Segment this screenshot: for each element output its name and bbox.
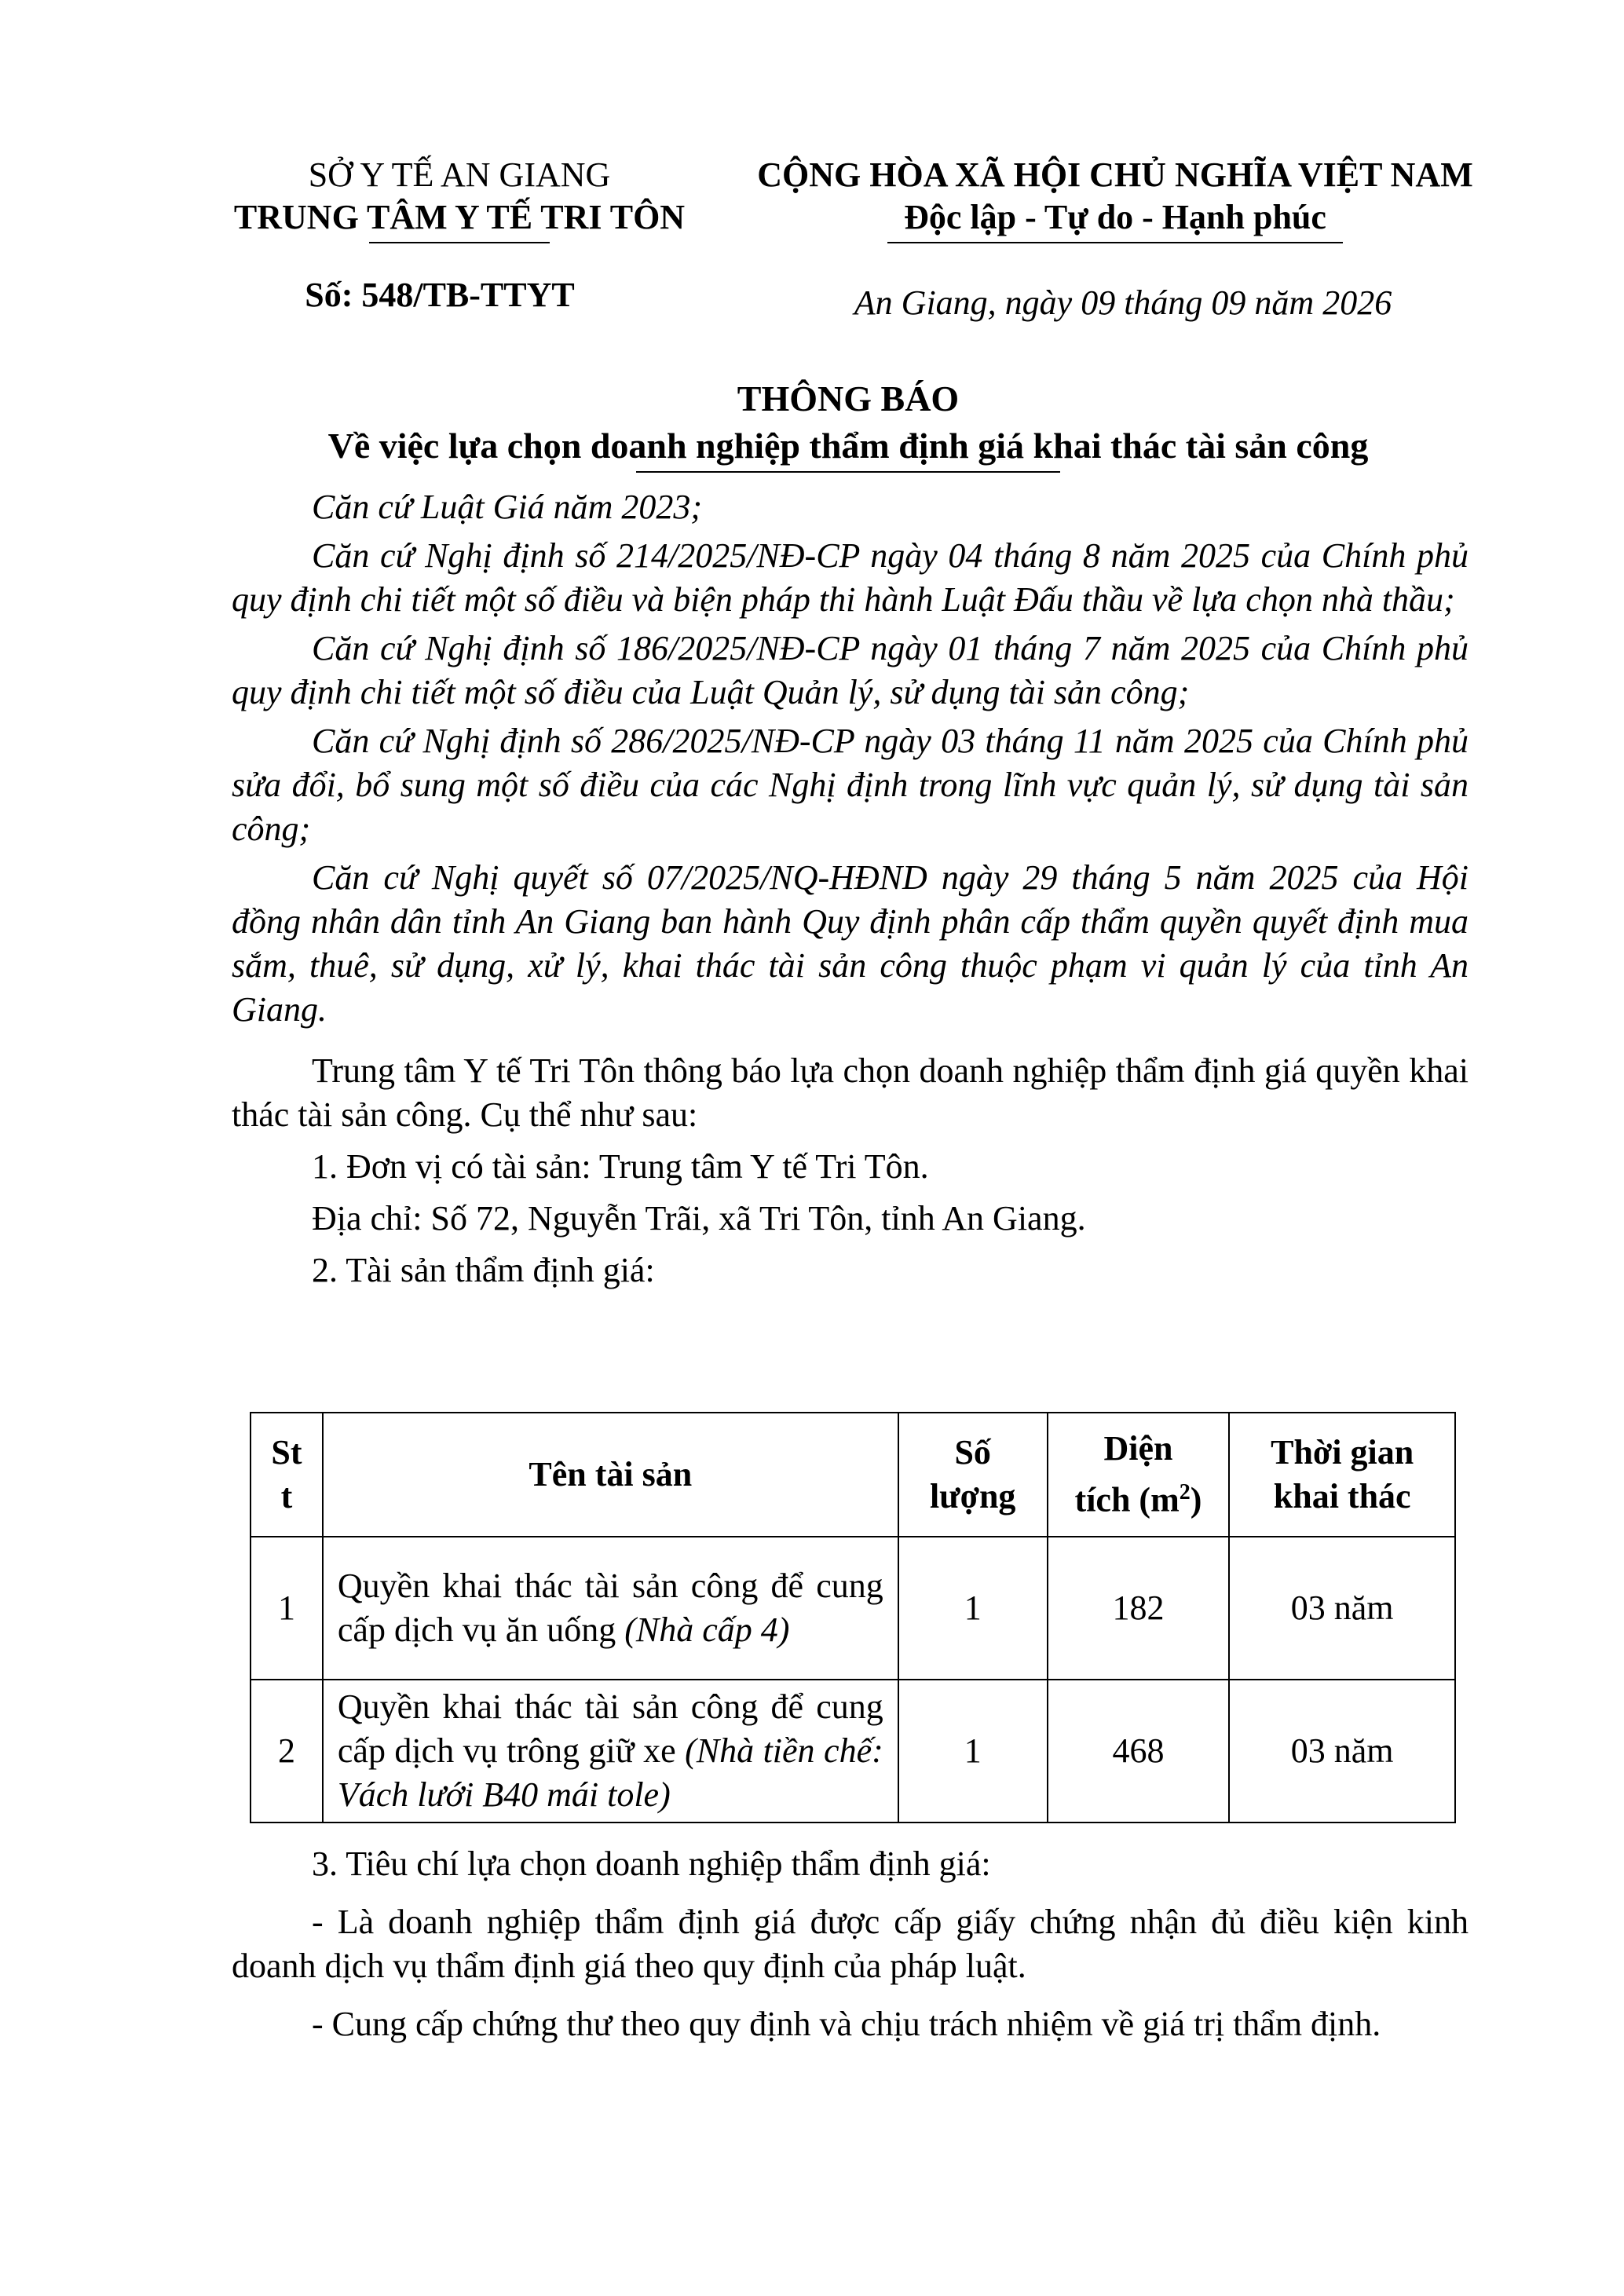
cell-exploit-time: 03 năm <box>1229 1680 1455 1823</box>
legal-basis-item: Căn cứ Nghị định số 286/2025/NĐ-CP ngày 03 tháng 11 năm 2025 của Chính phủ sửa đổi, bổ sung một số điều của các Nghị định trong lĩnh vực quản lý, sử dụng tài sản công; <box>232 722 1469 848</box>
cell-quantity: 1 <box>898 1680 1048 1823</box>
criteria-section <box>232 1842 1469 2046</box>
document-title-block <box>228 375 1469 473</box>
document-title: THÔNG BÁO <box>737 378 960 419</box>
criteria-item: - Là doanh nghiệp thẩm định giá được cấp giấy chứng nhận đủ điều kiện kinh doanh dịch vụ thẩm định giá theo quy định của pháp luật. <box>232 1903 1469 1985</box>
legal-basis-item: Căn cứ Nghị định số 186/2025/NĐ-CP ngày 01 tháng 7 năm 2025 của Chính phủ quy định chi tiết một số điều của Luật Quản lý, sử dụng tài sản công; <box>232 629 1469 711</box>
cell-exploit-time: 03 năm <box>1229 1537 1455 1680</box>
table-row <box>251 1537 1455 1680</box>
cell-area: 182 <box>1048 1537 1230 1680</box>
agency-underline <box>369 242 550 243</box>
asset-owner-line: 1. Đơn vị có tài sản: Trung tâm Y tế Tri Tôn. <box>312 1147 929 1186</box>
criteria-item: - Cung cấp chứng thư theo quy định và chịu trách nhiệm về giá trị thẩm định. <box>312 2005 1381 2043</box>
assets-table <box>250 1412 1456 1823</box>
legal-basis-item: Căn cứ Luật Giá năm 2023; <box>312 488 702 526</box>
intro-paragraph: Trung tâm Y tế Tri Tôn thông báo lựa chọn doanh nghiệp thẩm định giá quyền khai thác tài sản công. Cụ thể như sau: <box>232 1051 1469 1134</box>
legal-basis-item: Căn cứ Nghị quyết số 07/2025/NQ-HĐND ngày 29 tháng 5 năm 2025 của Hội đồng nhân dân tỉnh An Giang ban hành Quy định phân cấp thẩm quyền quyết định mua sắm, thuê, sử dụng, xử lý, khai thác tài sản công thuộc phạm vi quản lý của tỉnh An Giang. <box>232 858 1469 1029</box>
cell-stt: 1 <box>251 1537 323 1680</box>
assets-heading: 2. Tài sản thẩm định giá: <box>312 1251 655 1289</box>
header-quantity: Số lượng <box>898 1413 1048 1537</box>
asset-owner-address: Địa chỉ: Số 72, Nguyễn Trãi, xã Tri Tôn, tỉnh An Giang. <box>312 1199 1086 1238</box>
document-number: Số: 548/TB-TTYT <box>305 276 575 314</box>
cell-asset-name: Quyền khai thác tài sản công để cung cấp dịch vụ trông giữ xe (Nhà tiền chế: Vách lưới B40 mái tole) <box>323 1680 898 1823</box>
agency-name: SỞ Y TẾ AN GIANG <box>308 155 611 194</box>
subject-underline <box>636 471 1060 473</box>
table-header-row <box>251 1413 1455 1537</box>
national-motto: Độc lập - Tự do - Hạnh phúc <box>904 198 1326 236</box>
national-header-block <box>738 154 1492 243</box>
legal-basis-section <box>232 485 1469 1292</box>
legal-basis-item: Căn cứ Nghị định số 214/2025/NĐ-CP ngày 04 tháng 8 năm 2025 của Chính phủ quy định chi tiết một số điều và biện pháp thi hành Luật Đấu thầu về lựa chọn nhà thầu; <box>232 536 1469 619</box>
unit-name: TRUNG TÂM Y TẾ TRI TÔN <box>233 198 686 236</box>
criteria-heading: 3. Tiêu chí lựa chọn doanh nghiệp thẩm định giá: <box>312 1844 991 1883</box>
header-exploit-time: Thời gian khai thác <box>1229 1413 1455 1537</box>
header-stt: St t <box>251 1413 323 1537</box>
cell-asset-name: Quyền khai thác tài sản công để cung cấp dịch vụ ăn uống (Nhà cấp 4) <box>323 1537 898 1680</box>
table-row <box>251 1680 1455 1823</box>
document-date: An Giang, ngày 09 tháng 09 năm 2026 <box>854 283 1392 322</box>
issuing-agency-block <box>212 154 707 243</box>
cell-area: 468 <box>1048 1680 1230 1823</box>
document-subject: Về việc lựa chọn doanh nghiệp thẩm định giá khai thác tài sản công <box>327 426 1369 466</box>
cell-quantity: 1 <box>898 1537 1048 1680</box>
motto-underline <box>887 242 1343 243</box>
country-name: CỘNG HÒA XÃ HỘI CHỦ NGHĨA VIỆT NAM <box>757 155 1473 194</box>
cell-stt: 2 <box>251 1680 323 1823</box>
header-asset-name: Tên tài sản <box>323 1413 898 1537</box>
header-area: Diện tích $(m^2)$ <box>1048 1413 1230 1537</box>
